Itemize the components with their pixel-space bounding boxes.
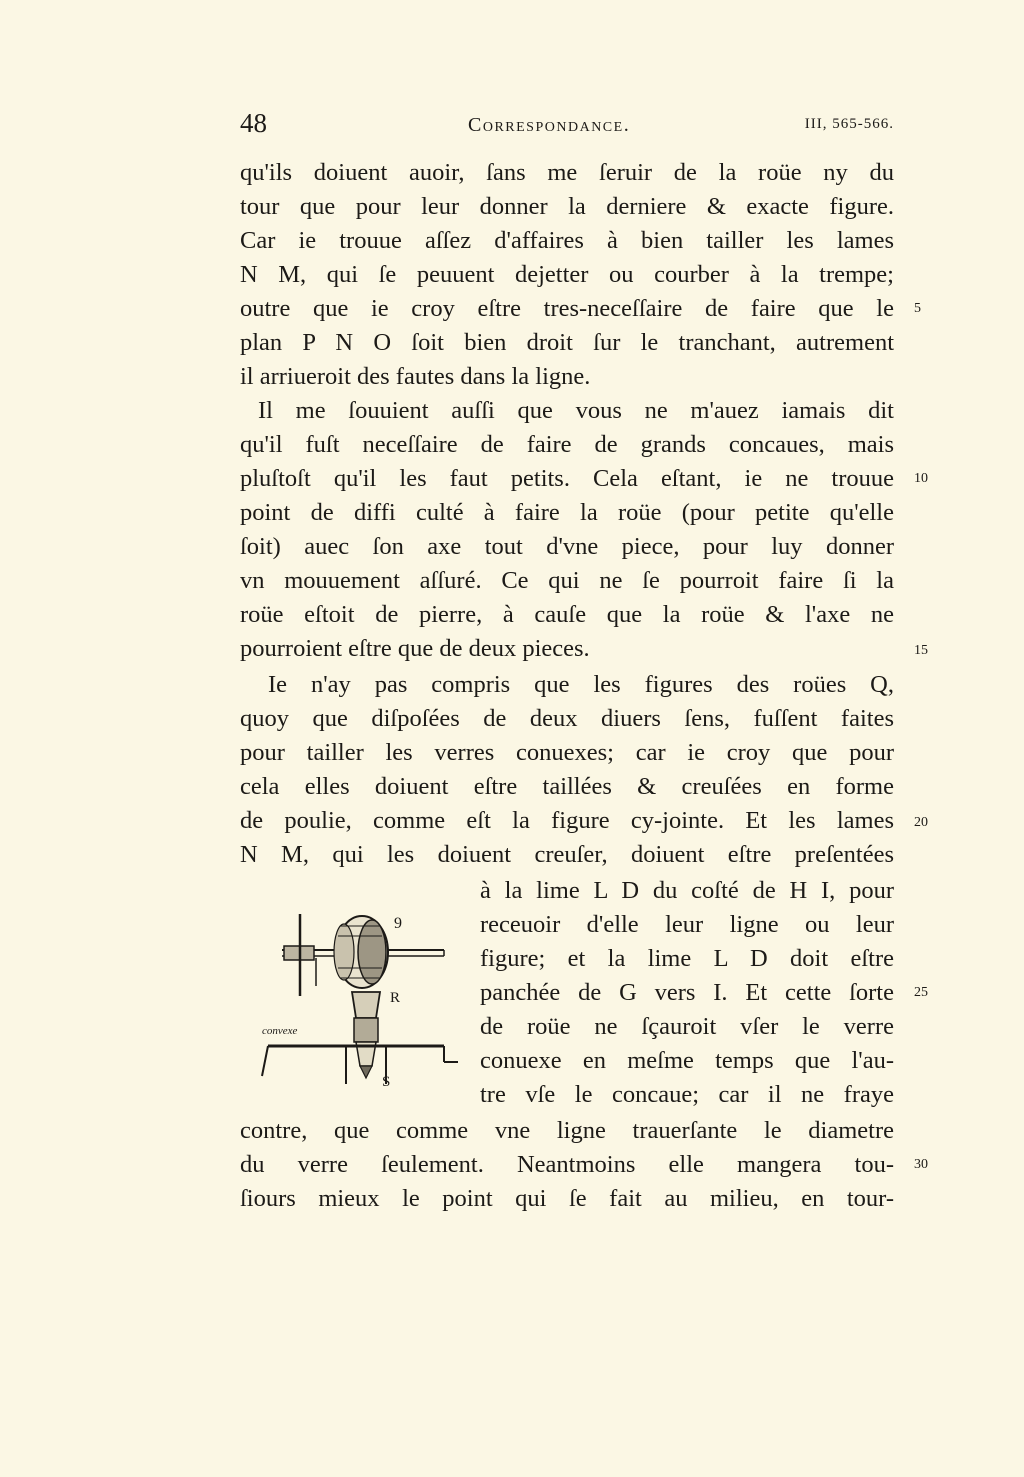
text-line: de poulie, comme eſt la figure cy-jointe. Et les lames xyxy=(240,807,894,834)
page-header xyxy=(240,108,894,144)
text-line: figure; et la lime L D doit eſtre xyxy=(480,945,894,972)
running-title: Correspondance. xyxy=(468,114,631,136)
text-line: cela elles doiuent eſtre taillées & creuſées en forme xyxy=(240,773,894,800)
line-number: 10 xyxy=(914,471,928,486)
text-line: Ie n'ay pas compris que les figures des roües Q, xyxy=(268,671,894,698)
text-line: N M, qui ſe peuuent dejetter ou courber à la trempe; xyxy=(240,261,894,288)
text-line: pourroient eſtre que de deux pieces. xyxy=(240,635,590,662)
pulley-wheel-drawing xyxy=(244,906,470,1118)
text-line: tre vſe le concaue; car il ne fraye xyxy=(480,1081,894,1108)
text-line: ſiours mieux le point qui ſe fait au milieu, en tour- xyxy=(240,1185,894,1212)
line-number: 15 xyxy=(914,643,928,658)
text-line: panchée de G vers I. Et cette ſorte xyxy=(480,979,894,1006)
text-line: plan P N O ſoit bien droit ſur le tranchant, autrement xyxy=(240,329,894,356)
text-line: point de diffi culté à faire la roüe (pour petite qu'elle xyxy=(240,499,894,526)
text-line: roüe eſtoit de pierre, à cauſe que la roüe & l'axe ne xyxy=(240,601,894,628)
text-line: N M, qui les doiuent creuſer, doiuent eſtre preſentées xyxy=(240,841,894,868)
text-line: receuoir d'elle leur ligne ou leur xyxy=(480,911,894,938)
figure-label-r: R xyxy=(390,990,401,1006)
text-line: du verre ſeulement. Neantmoins elle mangera tou- xyxy=(240,1151,894,1178)
text-line: pour tailler les verres conuexes; car ie croy que pour xyxy=(240,739,894,766)
figure-label-q: 9 xyxy=(394,915,402,932)
text-line: Car ie trouue aſſez d'affaires à bien tailler les lames xyxy=(240,227,894,254)
line-number: 25 xyxy=(914,985,928,1000)
figure-label-convexe: convexe xyxy=(262,1025,298,1037)
line-number: 5 xyxy=(914,301,921,316)
text-line: de roüe ne ſçauroit vſer le verre xyxy=(480,1013,894,1040)
text-line: Il me ſouuient auſſi que vous ne m'auez iamais dit xyxy=(258,397,894,424)
text-line: qu'il fuſt neceſſaire de faire de grands concaues, mais xyxy=(240,431,894,458)
text-line: vn mouuement aſſuré. Ce qui ne ſe pourroit faire ſi la xyxy=(240,567,894,594)
text-line: à la lime L D du coſté de H I, pour xyxy=(480,877,894,904)
pulley-wheel-figure xyxy=(244,906,470,1118)
line-number: 20 xyxy=(914,815,928,830)
text-line: contre, que comme vne ligne trauerſante le diametre xyxy=(240,1117,894,1144)
text-line: outre que ie croy eſtre tres-neceſſaire de faire que le xyxy=(240,295,894,322)
text-line: il arriueroit des fautes dans la ligne. xyxy=(240,363,591,390)
text-line: pluſtoſt qu'il les faut petits. Cela eſtant, ie ne trouue xyxy=(240,465,894,492)
volume-reference: III, 565-566. xyxy=(804,116,894,132)
text-line: quoy que diſpoſées de deux diuers ſens, fuſſent faites xyxy=(240,705,894,732)
page-number: 48 xyxy=(240,108,267,138)
figure-label-s: S xyxy=(382,1074,391,1090)
line-number: 30 xyxy=(914,1157,928,1172)
text-line: tour que pour leur donner la derniere & exacte figure. xyxy=(240,193,894,220)
text-line: ſoit) auec ſon axe tout d'vne piece, pour luy donner xyxy=(240,533,894,560)
text-line: qu'ils doiuent auoir, ſans me ſeruir de la roüe ny du xyxy=(240,159,894,186)
text-line: conuexe en meſme temps que l'au- xyxy=(480,1047,894,1074)
